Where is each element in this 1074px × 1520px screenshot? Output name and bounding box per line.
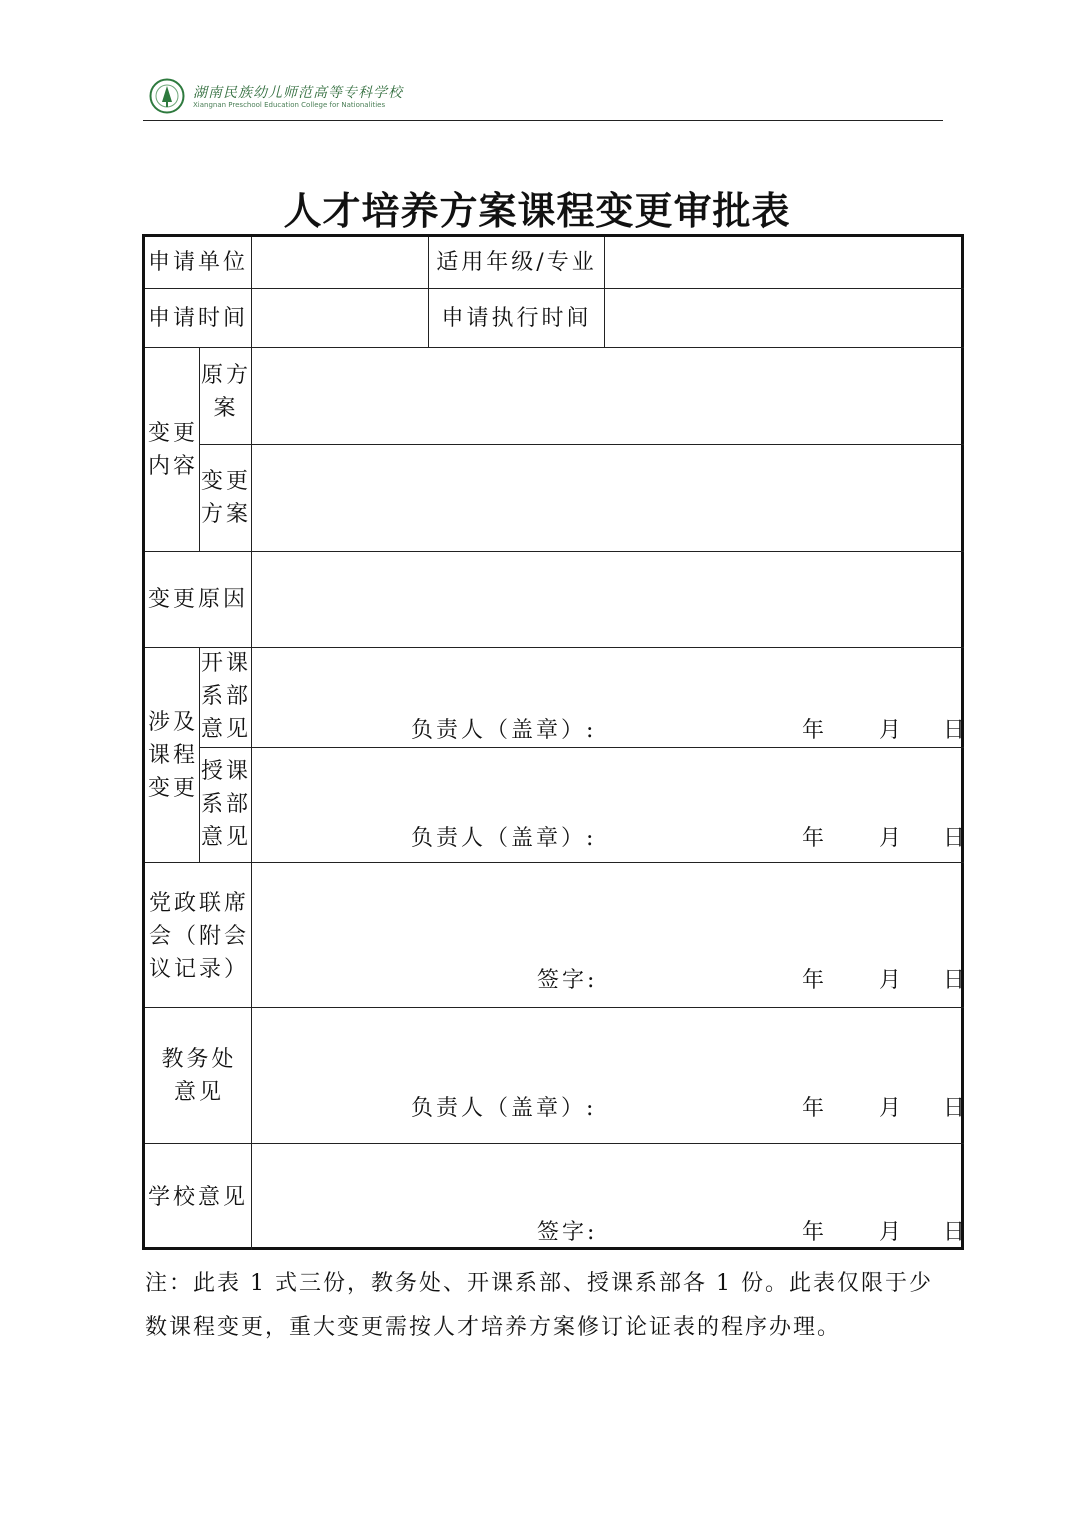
page-title: 人才培养方案课程变更审批表	[283, 188, 791, 233]
column-divider	[199, 347, 200, 551]
open-dept-year: 年	[802, 718, 828, 743]
change-reason-field[interactable]	[252, 552, 964, 647]
label-apply-time: 申请时间	[147, 305, 248, 331]
school-name-en: Xiangnan Preschool Education College for Nationalities	[193, 101, 386, 109]
label-teach-dept-opinion: 授课系部意见	[201, 759, 252, 850]
exec-time-field[interactable]	[605, 289, 964, 347]
apply-time-field[interactable]	[252, 289, 428, 347]
label-change-content: 变更内容	[147, 420, 198, 479]
school-opinion-field[interactable]	[252, 1144, 964, 1250]
label-academic-office: 教务处意见	[161, 1047, 237, 1105]
label-school-opinion: 学校意见	[147, 1184, 248, 1210]
apply-unit-field[interactable]	[252, 237, 428, 288]
school-logo-icon	[149, 78, 185, 114]
original-plan-field[interactable]	[252, 348, 964, 444]
academic-office-year: 年	[802, 1096, 828, 1121]
party-meeting-year: 年	[802, 968, 828, 993]
party-meeting-field[interactable]	[252, 863, 964, 1007]
open-dept-day: 日	[943, 718, 969, 743]
school-name-cn: 湖南民族幼儿师范高等专科学校	[193, 85, 403, 101]
school-signature: 签字:	[537, 1220, 598, 1245]
label-original-plan: 原方案	[201, 363, 252, 421]
changed-plan-field[interactable]	[252, 445, 964, 551]
approval-form-table	[142, 234, 969, 1250]
open-dept-month: 月	[879, 718, 905, 743]
teach-dept-opinion-field[interactable]	[252, 748, 964, 862]
teach-dept-month: 月	[879, 826, 905, 851]
label-party-meeting: 党政联席会（附会议记录）	[149, 891, 250, 982]
academic-office-field[interactable]	[252, 1008, 964, 1143]
column-divider	[199, 647, 200, 862]
school-day: 日	[943, 1220, 969, 1245]
academic-office-responsible: 负责人（盖章）:	[411, 1096, 597, 1121]
teach-dept-year: 年	[802, 826, 828, 851]
header-divider	[143, 120, 943, 121]
party-meeting-month: 月	[879, 968, 905, 993]
school-year: 年	[802, 1220, 828, 1245]
form-note: 注：此表 1 式三份，教务处、开课系部、授课系部各 1 份。此表仅限于少数课程变更，重大变更需按人才培养方案修订论证表的程序办理。	[145, 1271, 933, 1340]
teach-dept-responsible: 负责人（盖章）:	[411, 826, 597, 851]
page-header	[145, 74, 945, 122]
label-exec-time: 申请执行时间	[441, 305, 592, 331]
academic-office-month: 月	[879, 1096, 905, 1121]
open-dept-opinion-field[interactable]	[252, 648, 964, 747]
label-grade-major: 适用年级/专业	[436, 250, 597, 275]
teach-dept-day: 日	[943, 826, 969, 851]
grade-major-field[interactable]	[605, 237, 964, 288]
label-change-reason: 变更原因	[147, 587, 248, 612]
label-open-dept-opinion: 开课系部意见	[201, 651, 252, 742]
party-meeting-signature: 签字:	[537, 968, 598, 993]
label-involved-course-change: 涉及课程变更	[147, 709, 198, 801]
school-month: 月	[879, 1220, 905, 1245]
label-apply-unit: 申请单位	[147, 250, 248, 275]
academic-office-day: 日	[943, 1096, 969, 1121]
open-dept-responsible: 负责人（盖章）:	[411, 718, 597, 743]
label-changed-plan: 变更方案	[201, 469, 252, 527]
party-meeting-day: 日	[943, 968, 969, 993]
